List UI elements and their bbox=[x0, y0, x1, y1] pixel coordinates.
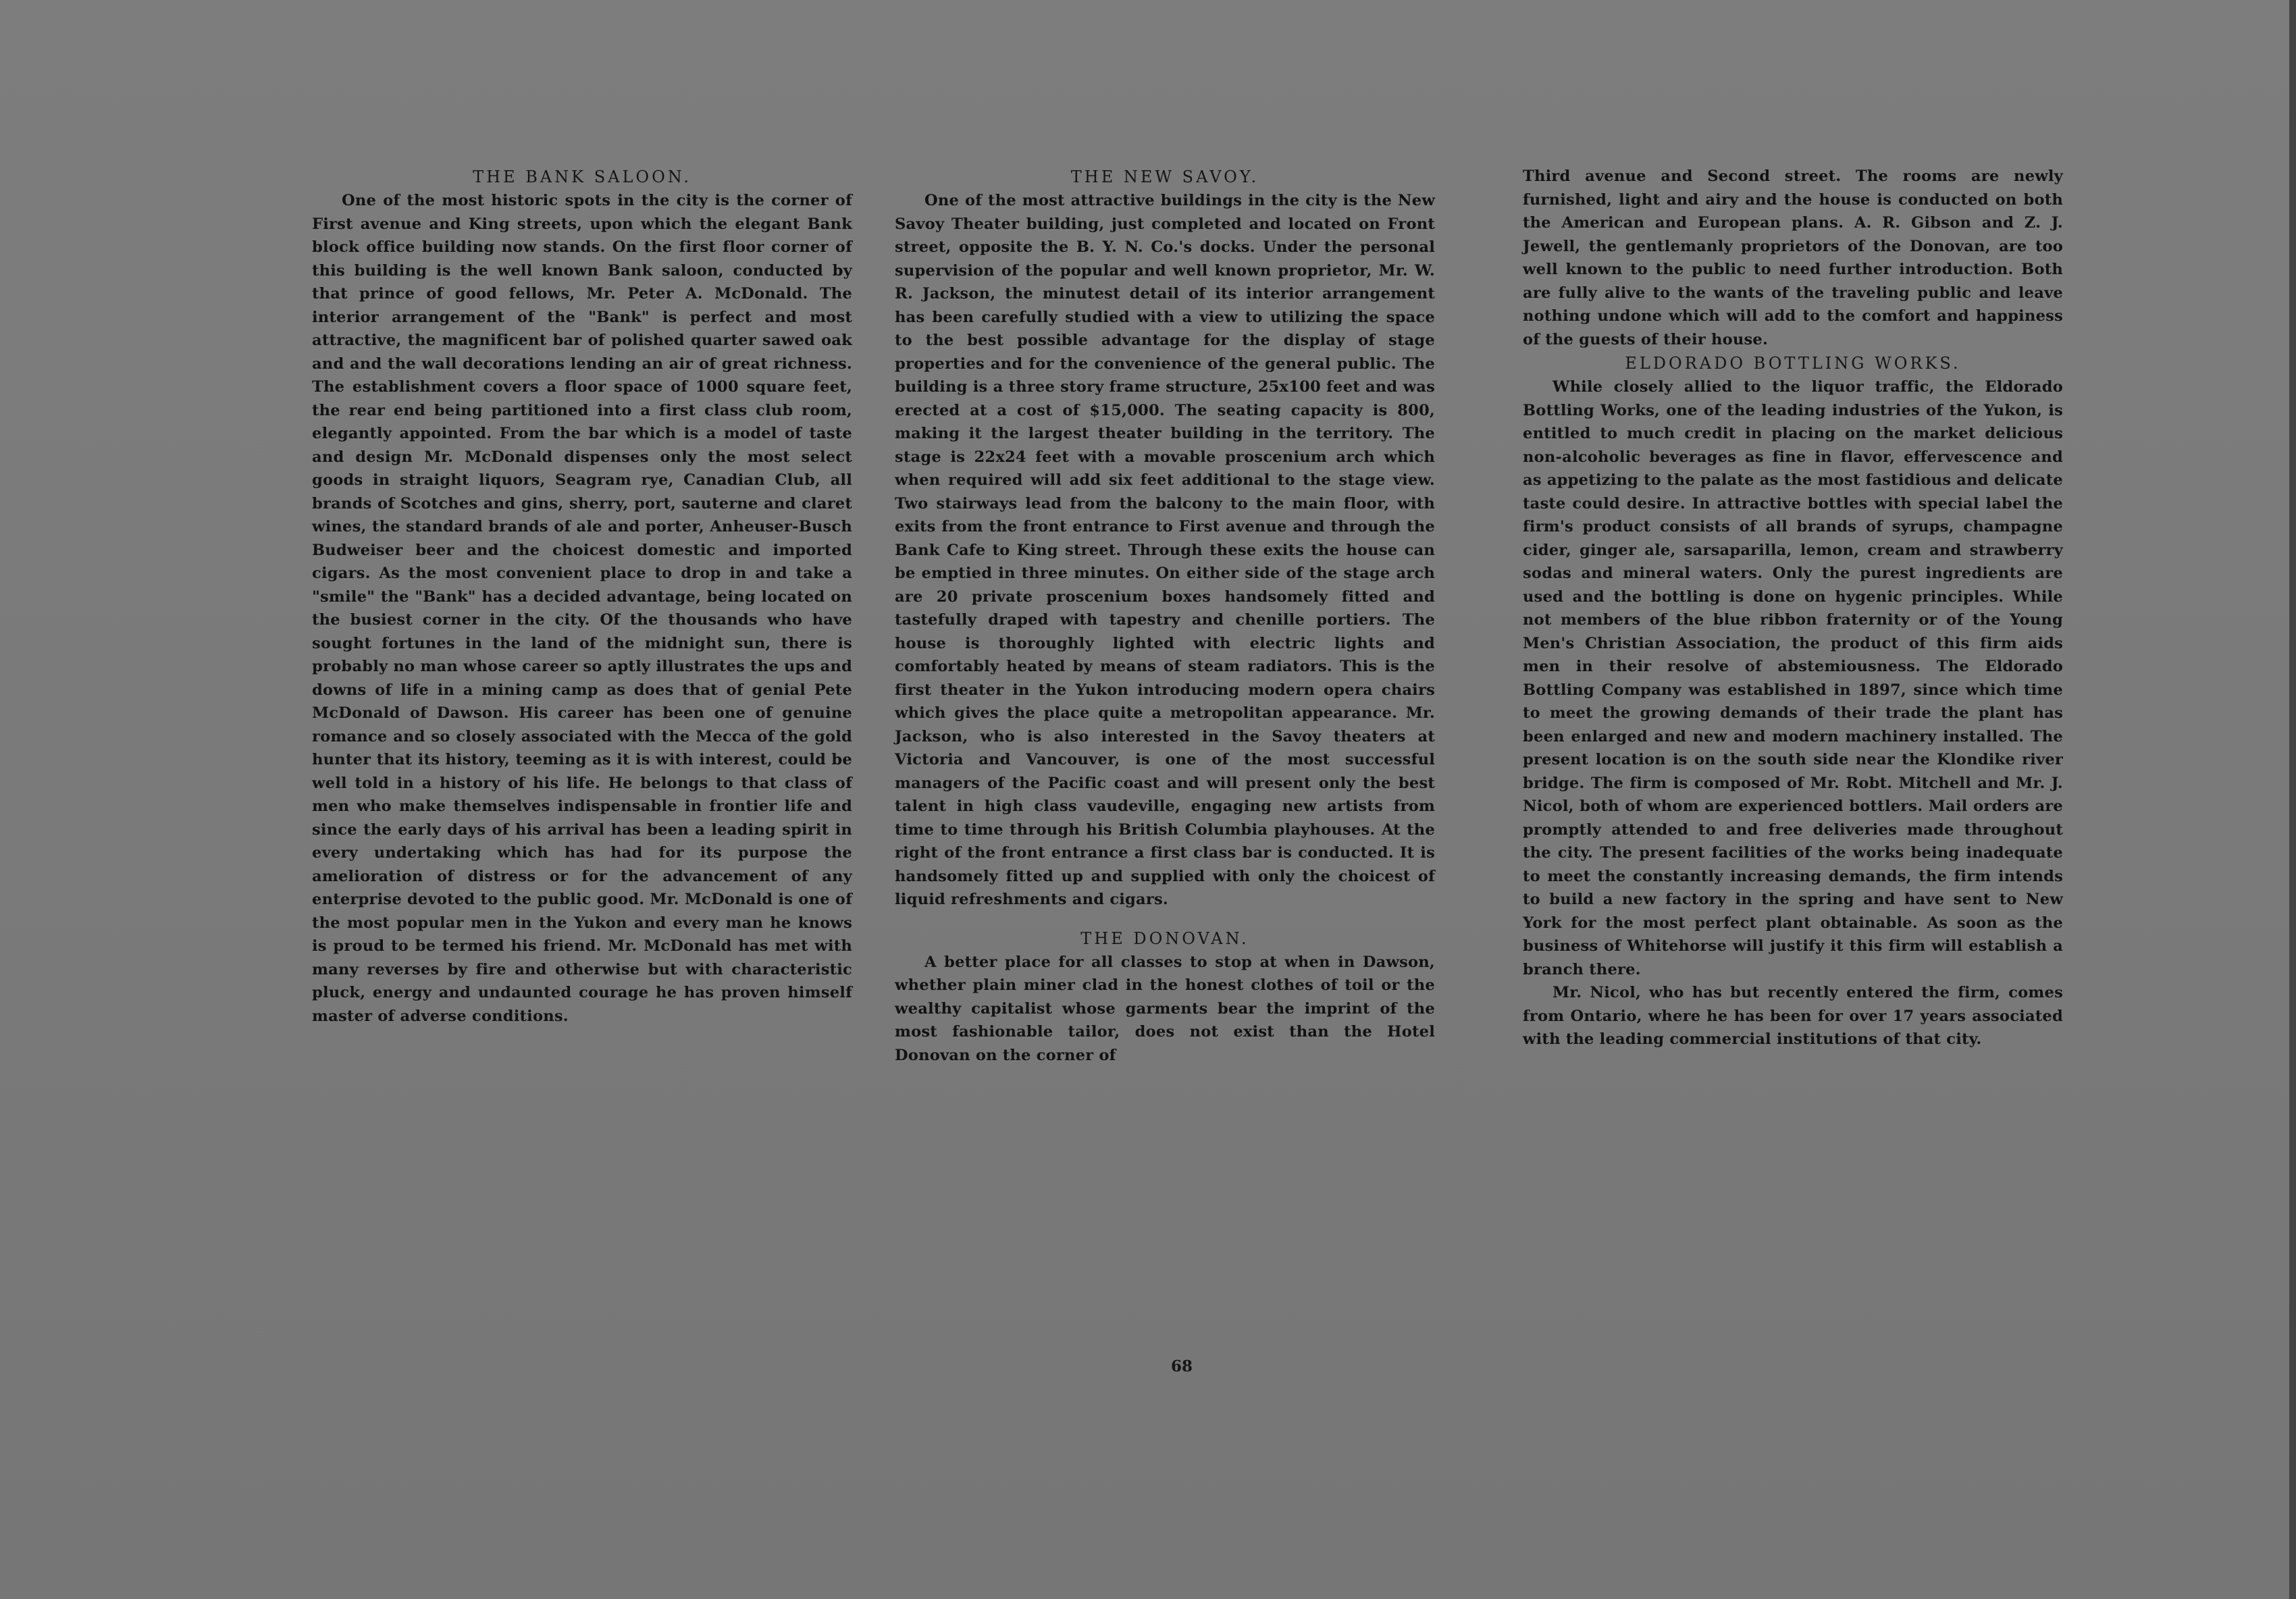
paragraph-mr-nicol: Mr. Nicol, who has but recently entered the firm, comes from Ontario, where he has been for over 17 years associated with the leading commercial institutions of that city. bbox=[1523, 984, 2063, 1048]
heading-donovan: THE DONOVAN. bbox=[1080, 928, 1249, 948]
column-2 bbox=[895, 165, 1435, 1067]
paragraph-donovan-continued: Third avenue and Second street. The rooms are newly furnished, light and airy and the house is conducted on both the American and European plans. A. R. Gibson and Z. J. Jewell, the gentlemanly proprietors of the Donovan, are too well known to the public to need further introduction. Both are fully alive to the wants of the traveling public and leave nothing undone which will add to the comfort and happiness of the guests of their house. bbox=[1523, 167, 2063, 348]
paragraph-donovan: A better place for all classes to stop at when in Dawson, whether plain miner clad in the honest clothes of toil or the wealthy capitalist whose garments bear the imprint of the most fashionable tailor, does not exist than the Hotel Donovan on the corner of bbox=[895, 953, 1435, 1064]
section-divider-space bbox=[895, 912, 1435, 926]
paragraph-new-savoy: One of the most attractive buildings in the city is the New Savoy Theater building, just completed and located on Front street, opposite the B. Y. N. Co.'s docks. Under the personal supervision of the popular and well known proprietor, Mr. W. R. Jackson, the minutest detail of its interior arrangement has been carefully studied with a view to utilizing the space to the best possible advantage for the display of stage properties and for the convenience of the general public. The building is a three story frame structure, 25x100 feet and was erected at a cost of $15,000. The seating capacity is 800, making it the largest theater building in the territory. The stage is 22x24 feet with a movable proscenium arch which when required will add six feet additional to the stage view. Two stairways lead from the balcony to the main floor, with exits from the front entrance to First avenue and through the Bank Cafe to King street. Through these exits the house can be emptied in three minutes. On either side of the stage arch are 20 private proscenium boxes handsomely fitted and tastefully draped with tapestry and chenille portiers. The house is thoroughly lighted with electric lights and comfortably heated by means of steam radiators. This is the first theater in the Yukon introducing modern opera chairs which gives the place quite a metropolitan appearance. Mr. Jackson, who is also interested in the Savoy theaters at Victoria and Vancouver, is one of the most successful managers of the Pacific coast and will present only the best talent in high class vaudeville, engaging new artists from time to time through his British Columbia playhouses. At the right of the front entrance a first class bar is conducted. It is handsomely fitted up and supplied with only the choicest of liquid refreshments and cigars. bbox=[895, 192, 1435, 908]
page-number: 68 bbox=[1170, 1357, 1193, 1375]
column-1 bbox=[312, 165, 852, 1028]
heading-eldorado-bottling-works: ELDORADO BOTTLING WORKS. bbox=[1625, 354, 1961, 373]
heading-bank-saloon: THE BANK SALOON. bbox=[473, 167, 692, 186]
paragraph-bank-saloon: One of the most historic spots in the city is the corner of First avenue and King streets, upon which the elegant Bank block office building now stands. On the first floor corner of this building is the well known Bank saloon, conducted by that prince of good fellows, Mr. Peter A. McDonald. The interior arrangement of the "Bank" is perfect and most attractive, the magnificent bar of polished quarter sawed oak and and the wall decorations lending an air of great richness. The establishment covers a floor space of 1000 square feet, the rear end being partitioned into a first class club room, elegantly appointed. From the bar which is a model of taste and design Mr. McDonald dispenses only the most select goods in straight liquors, Seagram rye, Canadian Club, all brands of Scotches and gins, sherry, port, sauterne and claret wines, the standard brands of ale and porter, Anheuser-Busch Budweiser beer and the choicest domestic and imported cigars. As the most convenient place to drop in and take a "smile" the "Bank" has a decided advantage, being located on the busiest corner in the city. Of the thousands who have sought fortunes in the land of the midnight sun, there is probably no man whose career so aptly illustrates the ups and downs of life in a mining camp as does that of genial Pete McDonald of Dawson. His career has been one of genuine romance and so closely associated with the Mecca of the gold hunter that its history, teeming as it is with interest, could be well told in a history of his life. He belongs to that class of men who make themselves indispensable in frontier life and since the early days of his arrival has been a leading spirit in every undertaking which has had for its purpose the amelioration of distress or for the advancement of any enterprise devoted to the public good. Mr. McDonald is one of the most popular men in the Yukon and every man he knows is proud to be termed his friend. Mr. McDonald has met with many reverses by fire and otherwise but with characteristic pluck, energy and undaunted courage he has proven himself master of adverse conditions. bbox=[312, 192, 852, 1025]
column-3 bbox=[1523, 165, 2063, 1051]
paragraph-eldorado-bottling-works: While closely allied to the liquor traffic, the Eldorado Bottling Works, one of the leading industries of the Yukon, is entitled to much credit in placing on the market delicious non-alcoholic beverages as fine in flavor, effervescence and as appetizing to the palate as the most fastidious and delicate taste could desire. In attractive bottles with special label the firm's product consists of all brands of syrups, champagne cider, ginger ale, sarsaparilla, lemon, cream and strawberry sodas and mineral waters. Only the purest ingredients are used and the bottling is done on hygenic principles. While not members of the blue ribbon fraternity or of the Young Men's Christian Association, the product of this firm aids men in their resolve of abstemiousness. The Eldorado Bottling Company was established in 1897, since which time to meet the growing demands of their trade the plant has been enlarged and new and modern machinery installed. The present location is on the south side near the Klondike river bridge. The firm is composed of Mr. Robt. Mitchell and Mr. J. Nicol, both of whom are experienced bottlers. Mail orders are promptly attended to and free deliveries made throughout the city. The present facilities of the works being inadequate to meet the constantly increasing demands, the firm intends to build a new factory in the spring and have sent to New York for the most perfect plant obtainable. As soon as the business of Whitehorse will justify it this firm will establish a branch there. bbox=[1523, 378, 2063, 978]
scan-edge bbox=[2289, 0, 2296, 1599]
heading-new-savoy: THE NEW SAVOY. bbox=[1070, 167, 1259, 186]
